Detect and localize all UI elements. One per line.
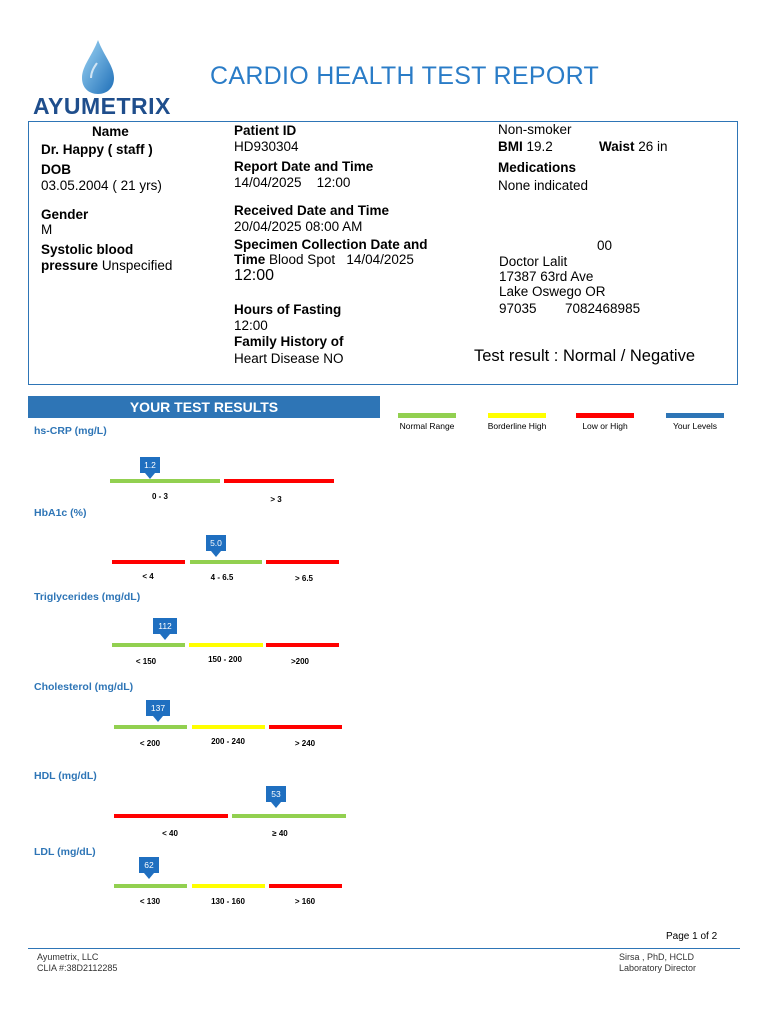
range-label-hba1c-1: < 4 xyxy=(142,572,154,581)
range-segment-hdl-1 xyxy=(114,814,228,818)
test-label-ldl: LDL (mg/dL) xyxy=(34,846,96,858)
range-segment-cholesterol-3 xyxy=(269,725,342,729)
legend-swatch-normal xyxy=(398,413,456,418)
range-segment-hba1c-3 xyxy=(266,560,339,564)
test-label-triglycerides: Triglycerides (mg/dL) xyxy=(34,591,141,603)
range-segment-hba1c-1 xyxy=(112,560,185,564)
footer-company: Ayumetrix, LLC xyxy=(37,952,99,962)
water-drop-logo-icon xyxy=(78,38,118,96)
legend-label-your-levels: Your Levels xyxy=(672,421,718,431)
logo-text: AYUMETRIX xyxy=(33,93,171,119)
family-history-label: Family History of xyxy=(234,334,344,349)
specimen-label: Specimen Collection Date and xyxy=(234,237,428,252)
range-segment-hba1c-2 xyxy=(190,560,262,564)
range-segment-hscrp-2 xyxy=(224,479,334,483)
name-value: Dr. Happy ( staff ) xyxy=(41,142,153,157)
test-label-cholesterol: Cholesterol (mg/dL) xyxy=(34,681,134,693)
waist-row xyxy=(599,139,668,154)
waist-label: Waist xyxy=(599,139,635,154)
test-label-hba1c: HbA1c (%) xyxy=(34,507,87,519)
range-segment-cholesterol-1 xyxy=(114,725,187,729)
report-datetime-label: Report Date and Time xyxy=(234,159,374,174)
footer-divider xyxy=(28,948,740,949)
sbp-value: Unspecified xyxy=(101,258,173,273)
range-label-triglycerides-3: >200 xyxy=(290,657,310,666)
footer-director-name: Sirsa , PhD, HCLD xyxy=(619,952,695,962)
doctor-name: Doctor Lalit xyxy=(499,254,568,269)
bmi-label: BMI xyxy=(498,139,523,154)
range-label-hscrp-2: > 3 xyxy=(270,495,282,504)
range-label-ldl-1: < 130 xyxy=(139,897,161,906)
range-segment-cholesterol-2 xyxy=(192,725,265,729)
doctor-phone: 7082468985 xyxy=(565,301,641,316)
range-label-triglycerides-1: < 150 xyxy=(135,657,157,666)
family-history-value: Heart Disease NO xyxy=(234,351,344,366)
range-label-ldl-3: > 160 xyxy=(294,897,316,906)
range-segment-hscrp-1 xyxy=(110,479,220,483)
range-label-cholesterol-3: > 240 xyxy=(294,739,316,748)
specimen-label-2: Time xyxy=(234,252,266,267)
range-label-hba1c-2: 4 - 6.5 xyxy=(210,573,234,582)
footer-clia: CLIA #:38D2112285 xyxy=(37,963,118,973)
legend-swatch-borderline xyxy=(488,413,546,418)
test-label-hscrp: hs-CRP (mg/L) xyxy=(34,425,107,437)
marker-arrow-icon xyxy=(160,634,170,640)
range-segment-ldl-2 xyxy=(192,884,265,888)
range-label-triglycerides-2: 150 - 200 xyxy=(208,655,242,664)
range-segment-triglycerides-2 xyxy=(189,643,263,647)
bmi-row xyxy=(498,139,553,154)
marker-hdl: 53 xyxy=(266,786,286,802)
range-segment-triglycerides-1 xyxy=(112,643,185,647)
doctor-address-2: Lake Oswego OR xyxy=(499,284,606,299)
sbp-row xyxy=(41,258,172,273)
test-result-summary: Test result : Normal / Negative xyxy=(474,347,695,365)
dob-label: DOB xyxy=(41,162,71,177)
legend-swatch-your-levels xyxy=(666,413,724,418)
marker-cholesterol: 137 xyxy=(146,700,170,716)
page-number: Page 1 of 2 xyxy=(666,931,718,942)
received-datetime-label: Received Date and Time xyxy=(234,203,390,218)
bmi-value: 19.2 xyxy=(526,139,553,154)
doctor-zip: 97035 xyxy=(499,301,537,316)
fasting-label: Hours of Fasting xyxy=(234,302,342,317)
marker-ldl: 62 xyxy=(139,857,159,873)
fasting-value: 12:00 xyxy=(234,318,268,333)
range-segment-hdl-2 xyxy=(232,814,346,818)
test-label-hdl: HDL (mg/dL) xyxy=(34,770,97,782)
results-heading: YOUR TEST RESULTS xyxy=(28,396,380,418)
legend-label-low-high: Low or High xyxy=(582,421,628,431)
footer-director-title: Laboratory Director xyxy=(619,963,697,973)
marker-arrow-icon xyxy=(144,873,154,879)
range-segment-ldl-1 xyxy=(114,884,187,888)
range-label-hdl-1: < 40 xyxy=(162,829,178,838)
range-label-hba1c-3: > 6.5 xyxy=(294,574,313,583)
range-segment-triglycerides-3 xyxy=(266,643,339,647)
range-label-hscrp-1: 0 - 3 xyxy=(151,492,168,501)
gender-label: Gender xyxy=(41,207,89,222)
marker-arrow-icon xyxy=(211,551,221,557)
sbp-label-2: pressure xyxy=(41,258,99,273)
legend-label-borderline: Borderline High xyxy=(487,421,547,431)
legend-swatch-low-high xyxy=(576,413,634,418)
smoker-status: Non-smoker xyxy=(498,122,572,137)
doctor-address-1: 17387 63rd Ave xyxy=(499,269,594,284)
sbp-label: Systolic blood xyxy=(41,242,134,257)
name-label: Name xyxy=(92,124,129,139)
waist-value: 26 in xyxy=(638,139,668,154)
marker-triglycerides: 112 xyxy=(153,618,177,634)
specimen-row xyxy=(234,252,414,267)
medications-value: None indicated xyxy=(498,178,589,193)
specimen-value: Blood Spot 14/04/2025 xyxy=(269,252,414,267)
marker-hscrp: 1.2 xyxy=(140,457,160,473)
marker-arrow-icon xyxy=(271,802,281,808)
marker-hba1c: 5.0 xyxy=(206,535,226,551)
medications-label: Medications xyxy=(498,160,577,175)
report-datetime-value: 14/04/2025 12:00 xyxy=(234,175,351,190)
specimen-time: 12:00 xyxy=(234,267,275,284)
range-segment-ldl-3 xyxy=(269,884,342,888)
zero-code: 00 xyxy=(597,238,613,253)
marker-arrow-icon xyxy=(153,716,163,722)
range-label-cholesterol-2: 200 - 240 xyxy=(211,737,245,746)
patient-id-label: Patient ID xyxy=(234,123,297,138)
legend-label-normal: Normal Range xyxy=(399,421,455,431)
gender-value: M xyxy=(41,222,53,237)
report-title: CARDIO HEALTH TEST REPORT xyxy=(210,62,600,90)
received-datetime-value: 20/04/2025 08:00 AM xyxy=(234,219,363,234)
range-label-cholesterol-1: < 200 xyxy=(139,739,161,748)
range-label-hdl-2: ≥ 40 xyxy=(272,829,288,838)
patient-id-value: HD930304 xyxy=(234,139,299,154)
range-label-ldl-2: 130 - 160 xyxy=(211,897,245,906)
dob-value: 03.05.2004 ( 21 yrs) xyxy=(41,178,162,193)
